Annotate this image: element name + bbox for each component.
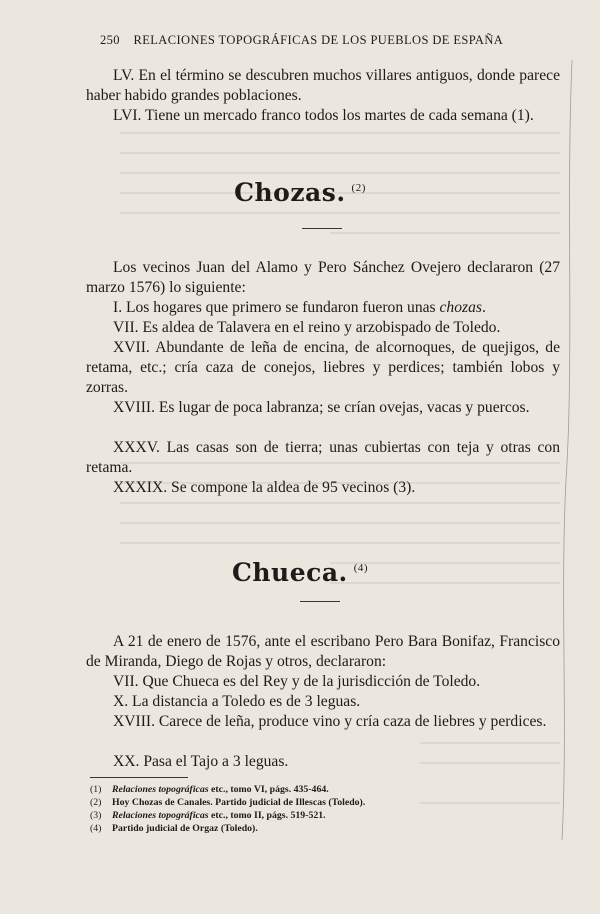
section1-item-xviii: XVIII. Es lugar de poca labranza; se crían ovejas, vacas y puercos. xyxy=(113,399,530,416)
footnote-rule xyxy=(90,777,188,778)
section1-item-xxxix: XXXIX. Se compone la aldea de 95 vecinos (3). xyxy=(113,479,416,496)
page-number: 250 xyxy=(100,33,120,47)
section-title: Chozas. xyxy=(234,178,346,207)
section1-item-xvii: XVII. Abundante de leña de encina, de alcornoques, de quejigos, de retama, etc.; cría caza de conejos, liebres y perdices; también lobos y zorras. xyxy=(86,339,560,396)
section2-intro: A 21 de enero de 1576, ante el escribano Pero Bara Bonifaz, Francisco de Miranda, Diego de Rojas y otros, declararon: xyxy=(86,633,560,670)
footnote-ref: (4) xyxy=(353,562,369,574)
section2-item-x: X. La distancia a Toledo es de 3 leguas. xyxy=(113,693,361,710)
entry-lvi: LVI. Tiene un mercado franco todos los martes de cada semana (1). xyxy=(113,107,534,124)
footnote: (3) Relaciones topográficas etc., tomo II, págs. 519-521. xyxy=(90,810,326,821)
section1-item-vii: VII. Es aldea de Talavera en el reino y arzobispado de Toledo. xyxy=(113,319,501,336)
section2-item-vii: VII. Que Chueca es del Rey y de la jurisdicción de Toledo. xyxy=(113,673,481,690)
footnote-ref: (2) xyxy=(351,182,366,194)
section-title: Chueca. xyxy=(231,558,348,587)
running-title: RELACIONES TOPOGRÁFICAS DE LOS PUEBLOS DE ESPAÑA xyxy=(133,33,504,47)
section-divider xyxy=(300,601,340,602)
section2-item-xviii: XVIII. Carece de leña, produce vino y cría caza de liebres y perdices. xyxy=(113,713,547,730)
section1-item-xxxv: XXXV. Las casas son de tierra; unas cubiertas con teja y otras con retama. xyxy=(86,439,560,476)
footnote: (2) Hoy Chozas de Canales. Partido judicial de Illescas (Toledo). xyxy=(90,797,366,808)
section2-item-xx: XX. Pasa el Tajo a 3 leguas. xyxy=(113,753,289,770)
footnote: (1) Relaciones topográficas etc., tomo VI, págs. 435-464. xyxy=(90,784,329,795)
footnote: (4) Partido judicial de Orgaz (Toledo). xyxy=(90,823,258,834)
running-header xyxy=(100,33,520,48)
section-divider xyxy=(302,228,342,229)
section1-item-i: I. Los hogares que primero se fundaron fueron unas chozas. xyxy=(113,299,486,316)
entry-lv: LV. En el término se descubren muchos villares antiguos, donde parece haber habido grandes poblaciones. xyxy=(86,67,560,104)
section1-intro: Los vecinos Juan del Alamo y Pero Sánchez Ovejero declararon (27 marzo 1576) lo siguiente: xyxy=(86,259,560,296)
section-heading-chozas xyxy=(0,178,600,207)
section-heading-chueca xyxy=(0,558,600,587)
